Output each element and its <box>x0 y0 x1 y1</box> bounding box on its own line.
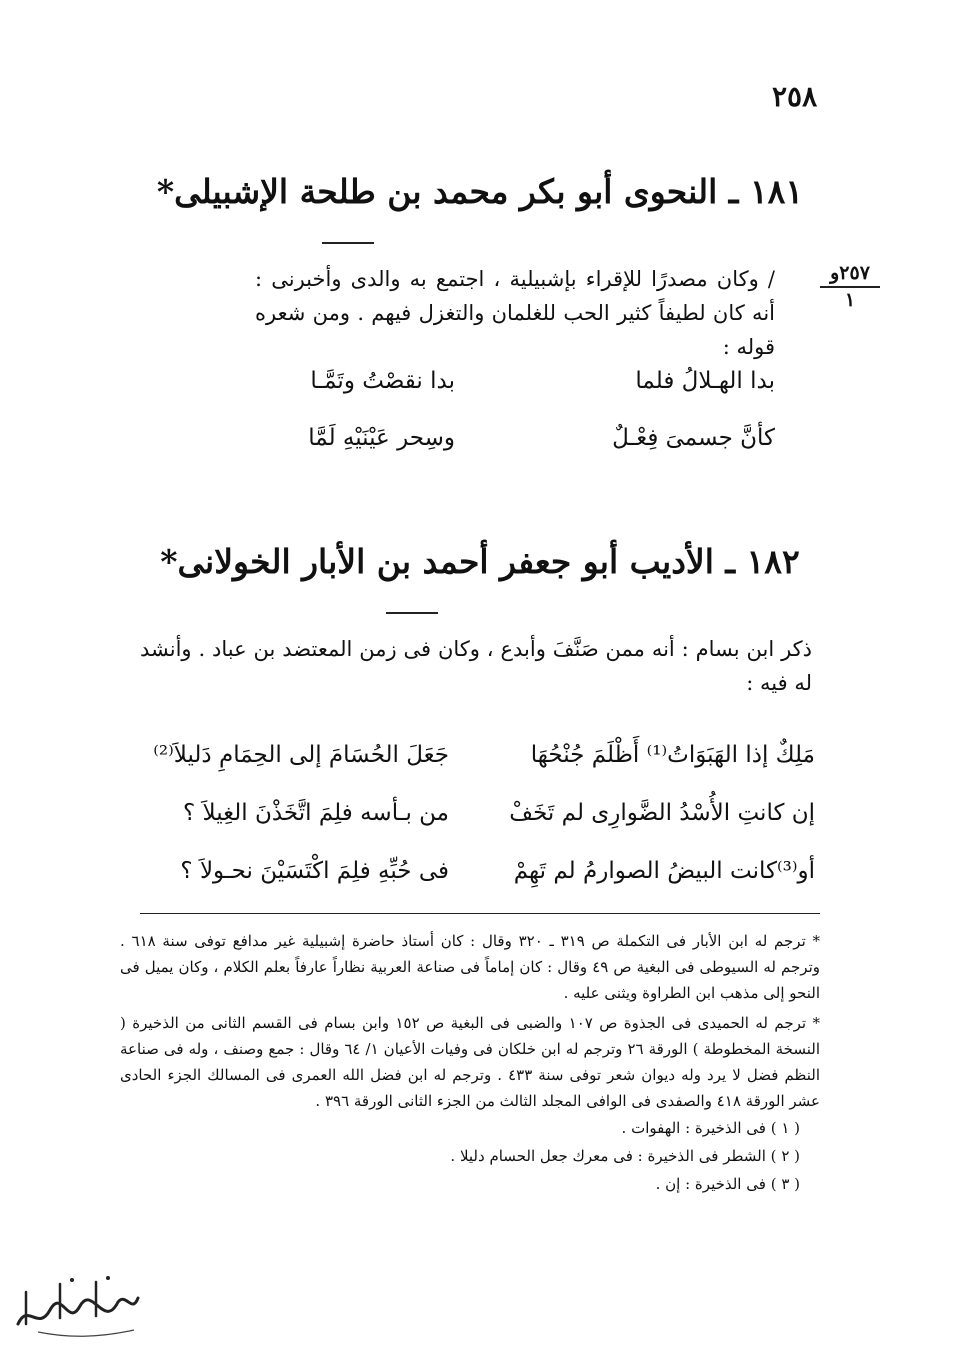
margin-folio: ٢٥٧و <box>820 262 880 288</box>
entry-182-paragraph: ذكر ابن بسام : أنه ممن صَنَّفَ وأبدع ، وكان فى زمن المعتضد بن عباد . وأنشد له فيه : <box>140 637 812 695</box>
verse-line <box>135 800 815 840</box>
verse-line <box>135 742 815 782</box>
verse-first-hemistich: أو⁽³⁾كانت البيضُ الصوارمُ لم تَهِمْ <box>513 858 815 884</box>
verse-second-hemistich: فى حُبِّهِ فلِمَ اكْتَسَيْنَ نحـولاَ ؟ <box>180 858 449 884</box>
footnote-bio-181: * ترجم له ابن الأبار فى التكملة ص ٣١٩ ـ ٣٢٠ وقال : كان أستاذ حاضرة إشبيلية غير مدافع توفى سنة ٦١٨ . وترجم له السيوطى فى البغية ص ٤٩ وقال : كان إماماً فى صناعة العربية نظاراً عارفاً بعلم الكلام ، وكان يميل فى النحو إلى مذهب ابن الطراوة ويثنى عليه . <box>120 932 820 1002</box>
verse-first-hemistich: مَلِكٌ إذا الهَبَوَاتُ⁽¹⁾ أَظْلَمَ جُنْحُهَا <box>530 742 815 768</box>
verse-first-hemistich: إن كانتِ الأُسْدُ الضَّوارِى لم تَخَفْ <box>509 800 815 826</box>
margin-folio-reference <box>820 262 880 311</box>
verse-line <box>135 858 815 898</box>
verse-second-hemistich: جَعَلَ الحُسَامَ إلى الحِمَامِ دَليلاَ⁽²⁾ <box>153 742 449 768</box>
verse-line <box>255 425 775 465</box>
verse-first-hemistich: بدا الهـلالُ فلما <box>635 368 775 394</box>
margin-folio-number: ١ <box>844 289 856 311</box>
heading-divider <box>322 242 374 244</box>
footnote-divider <box>140 913 820 914</box>
library-logo <box>8 1262 146 1342</box>
entry-182-heading: ١٨٢ ـ الأديب أبو جعفر أحمد بن الأبار الخولانى* <box>160 542 800 581</box>
footnotes <box>120 928 820 1198</box>
verse-first-hemistich: كأنَّ جسمىَ فِعْـلٌ <box>612 425 775 451</box>
footnote-ref: ( ١ ) فى الذخيرة : الهفوات . <box>621 1119 800 1137</box>
heading-divider <box>386 612 438 614</box>
verse-line <box>255 368 775 408</box>
verse-second-hemistich: من بـأسه فلِمَ اتَّخَذْنَ الغِيلاَ ؟ <box>182 800 449 826</box>
footnote-bio-182: * ترجم له الحميدى فى الجذوة ص ١٠٧ والضبى فى البغية ص ١٥٢ وابن بسام فى القسم الثانى من الذخيرة ( النسخة المخطوطة ) الورقة ٢٦ وترجم له ابن خلكان فى وفيات الأعيان ١/ ٦٤ وقال : جمع وصنف ، وله فى صناعة النظم فضل لا يرد وله ديوان شعر توفى سنة ٤٣٣ . وترجم له ابن فضل الله العمرى فى المسالك الجزء الحادى عشر الورقة ٤١٨ والصفدى فى الوافى المجلد الثالث من الجزء الثانى الورقة ٣٩٦ . <box>120 1014 820 1110</box>
verse-second-hemistich: بدا نقصْتُ وتَمَّـا <box>310 368 455 394</box>
footnote-ref: ( ٣ ) فى الذخيرة : إن . <box>655 1175 800 1193</box>
entry-181-paragraph: / وكان مصدرًا للإقراء بإشبيلية ، اجتمع به والدى وأخبرنى : أنه كان لطيفاً كثير الحب للغلمان والتغزل فيهم . ومن شعره قوله : <box>255 267 775 359</box>
entry-181-heading: ١٨١ ـ النحوى أبو بكر محمد بن طلحة الإشبيلى* <box>156 172 804 211</box>
footnote-ref: ( ٢ ) الشطر فى الذخيرة : فى معرك جعل الحسام دليلا . <box>450 1147 800 1165</box>
verse-second-hemistich: وسِحر عَيْنَيْهِ لَمَّا <box>308 425 455 451</box>
page-number: ٢٥٨ <box>772 80 818 113</box>
